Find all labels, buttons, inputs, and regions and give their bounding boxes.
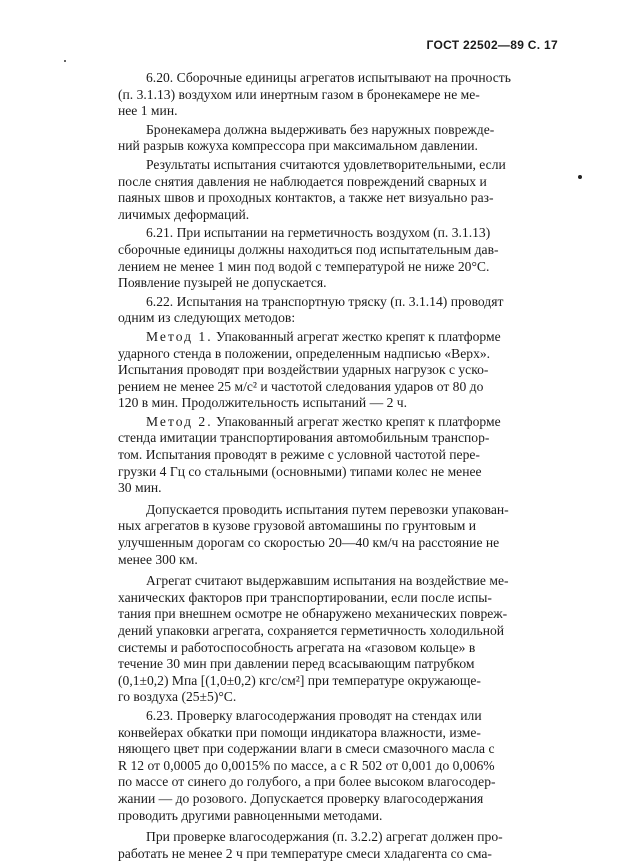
paragraph-armor-chamber: Бронекамера должна выдерживать без наружных поврежде- ний разрыв кожуха компрессора при максимальном давлении. — [118, 121, 495, 154]
method-1-label: Метод 1. — [146, 328, 213, 344]
paragraph-test-results: Результаты испытания считаются удовлетворительными, если после снятия давления не наблюдается повреждений сварных и паяных швов и проходных контактов, а также нет визуально раз- личимых деформаций. — [118, 156, 506, 222]
paragraph-road-transport: Допускается проводить испытания путем перевозки упакован- ных агрегатов в кузове грузовой автомашины по грунтовым и улучшенным дорогам со скоростью 20—40 км/ч на расстояние не менее 300 км. — [118, 501, 509, 567]
paragraph-method-1 — [118, 329, 546, 412]
margin-dot — [578, 175, 582, 179]
paragraph-pass-criteria: Агрегат считают выдержавшим испытания на воздействие ме- ханических факторов при транспортировании, если после испы- тания при внешнем осмотре не обнаружено механических повреж- дений упаковки агрегата, сохраняется герметичность холодильной системы и работоспособность агрегата на «газовом кольце» в течение 30 мин при давлении перед всасывающим патрубком (0,1±0,2) Мпа [(1,0±0,2) кгс/см²] при температуре окружающе- го воздуха (25±5)°С. — [118, 573, 509, 705]
scan-speck — [64, 60, 66, 62]
method-1-text: Упакованный агрегат жестко крепят к платформе ударного стенда в положении, определенным надписью «Верх». Испытания проводят при воздействии ударных нагрузок с уско- рением не менее 25 м/с² и частотой следования ударов от 80 до 120 в мин. Продолжительность испытаний — 2 ч. — [118, 328, 501, 411]
paragraph-6-20: 6.20. Сборочные единицы агрегатов испытывают на прочность (п. 3.1.13) воздухом или инертным газом в бронекамере не ме- нее 1 мин. — [118, 70, 511, 119]
paragraph-6-21: 6.21. При испытании на герметичность воздухом (п. 3.1.13) сборочные единицы должны находиться под испытательным дав- лением не менее 1 мин под водой с температурой не ниже 20°С. Появление пузырей не допускается. — [118, 225, 499, 291]
running-header: ГОСТ 22502—89 С. 17 — [426, 38, 558, 52]
paragraph-6-23: 6.23. Проверку влагосодержания проводят на стендах или конвейерах обкатки при помощи индикатора влажности, изме- няющего цвет при содержании влаги в смеси смазочного масла с R 12 от 0,0005 до 0,0015% по массе, а с R 502 от 0,001 до 0,006% по массе от синего до голубого, а при более высоком влагосодер- жании — до розового. Допускается проверку влагосодержания проводить другими равноценными методами. — [118, 707, 496, 823]
paragraph-6-22: 6.22. Испытания на транспортную тряску (п. 3.1.14) проводят одним из следующих методов: — [118, 293, 504, 326]
body-text — [118, 70, 546, 864]
paragraph-method-2 — [118, 414, 546, 497]
paragraph-moisture-check: При проверке влагосодержания (п. 3.2.2) агрегат должен про- работать не менее 2 ч при температуре смеси хладагента со сма- — [118, 829, 503, 861]
method-2-text: Упакованный агрегат жестко крепят к платформе стенда имитации транспортирования автомобильным транспор- том. Испытания проводят в режиме с условной частотой пере- грузки 4 Гц со стальными (основными) типами колес не менее 30 мин. — [118, 413, 501, 496]
method-2-label: Метод 2. — [146, 413, 213, 429]
